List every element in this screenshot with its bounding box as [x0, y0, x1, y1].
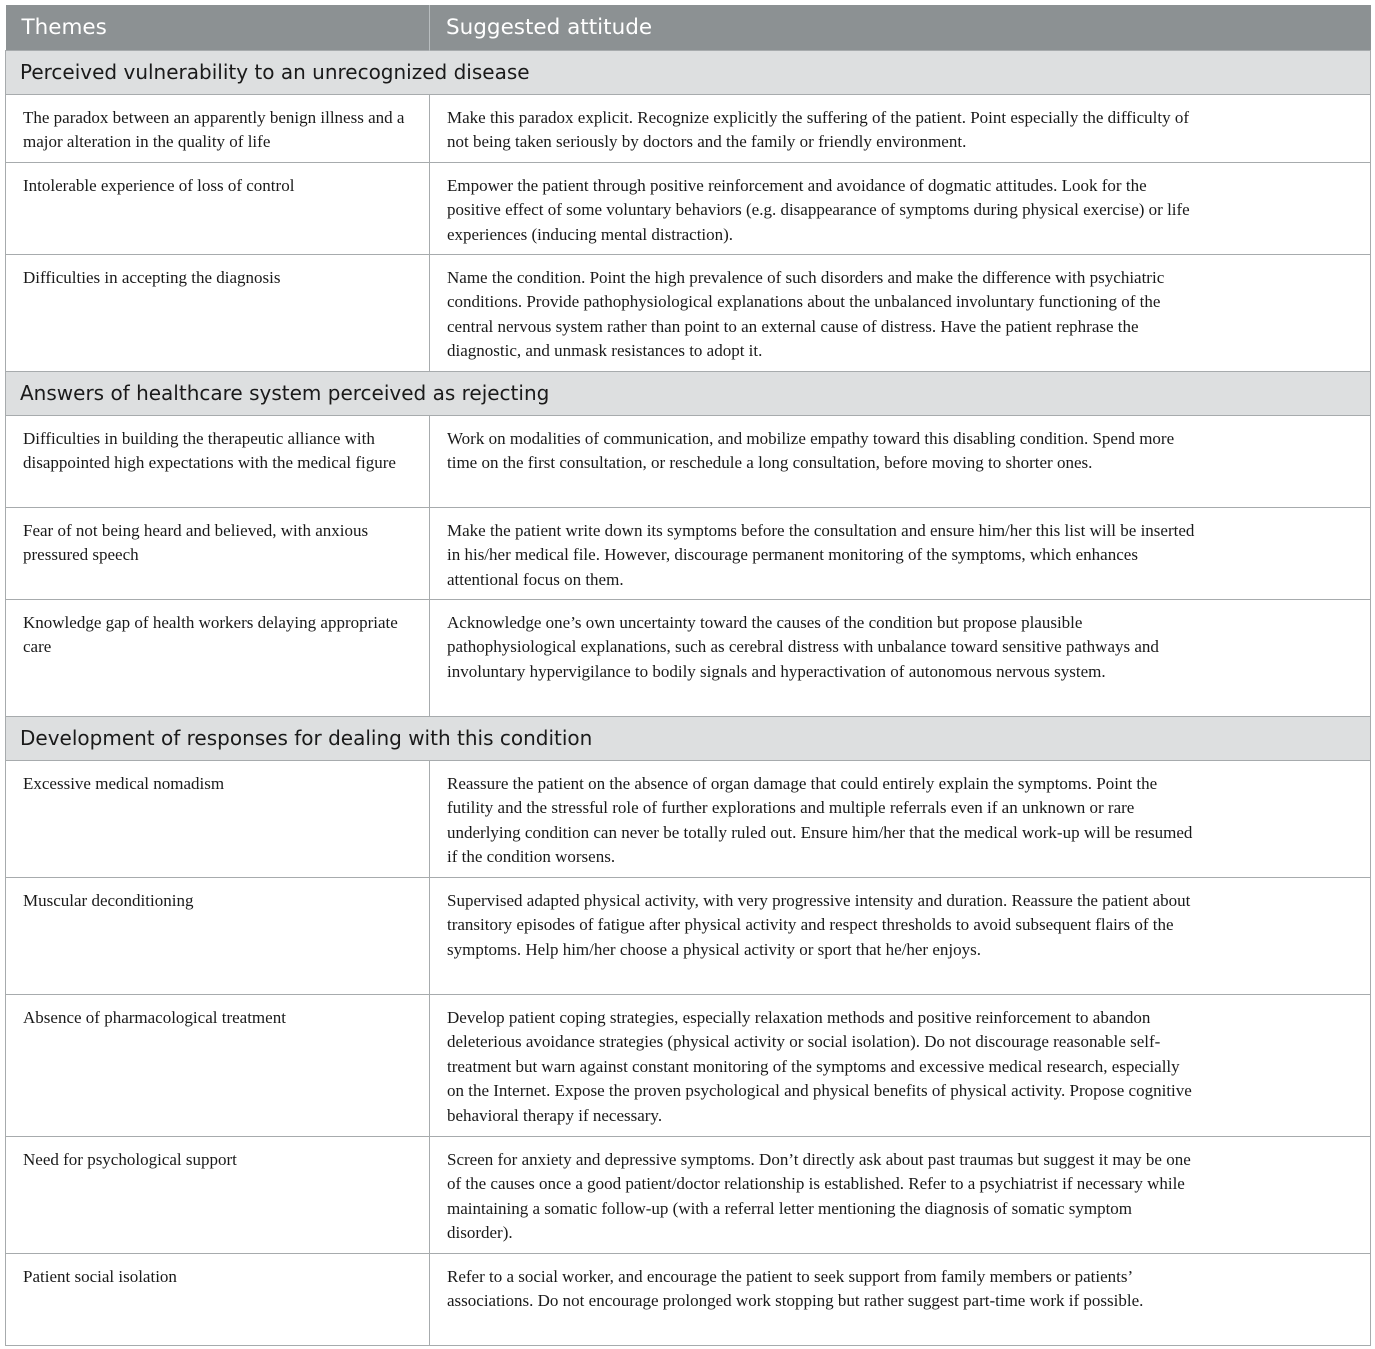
attitude-cell: Work on modalities of communication, and mobilize empathy toward this disabling condition. Spend more time on the first consultation, or reschedule a long consultation, before moving to shorter ones. [430, 415, 1371, 507]
theme-cell: Intolerable experience of loss of control [6, 162, 430, 254]
header-themes: Themes [6, 5, 430, 50]
table-row [6, 1253, 1371, 1345]
header-suggested-attitude: Suggested attitude [430, 5, 1371, 50]
attitude-cell: Empower the patient through positive reinforcement and avoidance of dogmatic attitudes. Look for the positive effect of some voluntary behaviors (e.g. disappearance of symptoms during physical exercise) or life experiences (inducing mental distraction). [430, 162, 1371, 254]
theme-cell: Fear of not being heard and believed, with anxious pressured speech [6, 507, 430, 599]
attitude-cell: Develop patient coping strategies, especially relaxation methods and positive reinforcement to abandon deleterious avoidance strategies (physical activity or social isolation). Do not discourage reasonable self-treatment but warn against constant monitoring of the symptoms and excessive medical research, especially on the Internet. Expose the proven psychological and physical benefits of physical activity. Propose cognitive behavioral therapy if necessary. [430, 994, 1371, 1136]
table-row [6, 415, 1371, 507]
section-title: Development of responses for dealing with this condition [6, 716, 1371, 760]
table-container [5, 5, 1370, 1346]
attitude-cell: Screen for anxiety and depressive symptoms. Don’t directly ask about past traumas but suggest it may be one of the causes once a good patient/doctor relationship is established. Refer to a psychiatrist if necessary while maintaining a somatic follow-up (with a referral letter mentioning the diagnosis of somatic symptom disorder). [430, 1136, 1371, 1253]
section-title: Perceived vulnerability to an unrecognized disease [6, 50, 1371, 94]
theme-cell: Knowledge gap of health workers delaying appropriate care [6, 599, 430, 716]
table-row [6, 162, 1371, 254]
section-row [6, 50, 1371, 94]
attitude-cell: Acknowledge one’s own uncertainty toward the causes of the condition but propose plausible pathophysiological explanations, such as cerebral distress with unbalance toward sensitive pathways and involuntary hypervigilance to bodily signals and hyperactivation of autonomous nervous system. [430, 599, 1371, 716]
section-row [6, 371, 1371, 415]
theme-cell: Absence of pharmacological treatment [6, 994, 430, 1136]
theme-cell: Difficulties in building the therapeutic alliance with disappointed high expectations with the medical figure [6, 415, 430, 507]
attitude-cell: Make this paradox explicit. Recognize explicitly the suffering of the patient. Point especially the difficulty of not being taken seriously by doctors and the family or friendly environment. [430, 94, 1371, 162]
table-row [6, 507, 1371, 599]
attitude-cell: Name the condition. Point the high prevalence of such disorders and make the difference with psychiatric conditions. Provide pathophysiological explanations about the unbalanced involuntary functioning of the central nervous system rather than point to an external cause of distress. Have the patient rephrase the diagnostic, and unmask resistances to adopt it. [430, 254, 1371, 371]
themes-attitudes-table [5, 5, 1371, 1346]
header-row [6, 5, 1371, 50]
table-row [6, 994, 1371, 1136]
table-row [6, 254, 1371, 371]
attitude-cell: Make the patient write down its symptoms before the consultation and ensure him/her this list will be inserted in his/her medical file. However, discourage permanent monitoring of the symptoms, which enhances attentional focus on them. [430, 507, 1371, 599]
section-title: Answers of healthcare system perceived as rejecting [6, 371, 1371, 415]
attitude-cell: Refer to a social worker, and encourage the patient to seek support from family members or patients’ associations. Do not encourage prolonged work stopping but rather suggest part-time work if possible. [430, 1253, 1371, 1345]
table-row [6, 877, 1371, 994]
theme-cell: Difficulties in accepting the diagnosis [6, 254, 430, 371]
theme-cell: Need for psychological support [6, 1136, 430, 1253]
section-row [6, 716, 1371, 760]
theme-cell: Excessive medical nomadism [6, 760, 430, 877]
attitude-cell: Supervised adapted physical activity, with very progressive intensity and duration. Reassure the patient about transitory episodes of fatigue after physical activity and respect thresholds to avoid subsequent flairs of the symptoms. Help him/her choose a physical activity or sport that he/her enjoys. [430, 877, 1371, 994]
attitude-cell: Reassure the patient on the absence of organ damage that could entirely explain the symptoms. Point the futility and the stressful role of further explorations and multiple referrals even if an unknown or rare underlying condition can never be totally ruled out. Ensure him/her that the medical work-up will be resumed if the condition worsens. [430, 760, 1371, 877]
theme-cell: The paradox between an apparently benign illness and a major alteration in the quality of life [6, 94, 430, 162]
table-row [6, 760, 1371, 877]
theme-cell: Patient social isolation [6, 1253, 430, 1345]
table-row [6, 599, 1371, 716]
table-row [6, 1136, 1371, 1253]
table-row [6, 94, 1371, 162]
theme-cell: Muscular deconditioning [6, 877, 430, 994]
